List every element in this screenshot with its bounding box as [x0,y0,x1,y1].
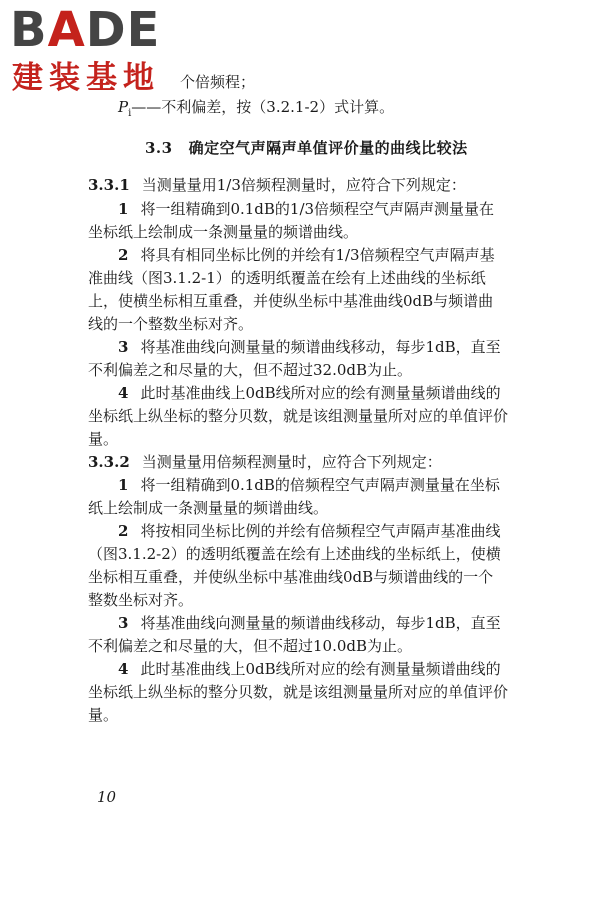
list-item: 1 将一组精确到0.1dB的倍频程空气声隔声测量量在坐标 [118,476,500,494]
list-item: 3 将基准曲线向测量量的频谱曲线移动，每步1dB，直至 [118,614,501,632]
text-line: 坐标纸上纵坐标的整分贝数，就是该组测量量所对应的单值评价 [88,407,509,425]
text-line: 纸上绘制成一条测量量的频谱曲线。 [88,499,329,517]
text-line: 坐标纸上绘制成一条测量量的频谱曲线。 [88,223,359,241]
text-line: 整数坐标对齐。 [88,591,194,609]
text-line: 上，使横坐标相互重叠，并使纵坐标中基准曲线0dB与频谱曲 [88,292,494,310]
text-line: 线的一个整数坐标对齐。 [88,315,254,333]
text-line: 不利偏差之和尽量的大，但不超过10.0dB为止。 [88,637,413,655]
page-number: 10 [97,788,117,806]
text-line: 坐标相互重叠，并使纵坐标中基准曲线0dB与频谱曲线的一个 [88,568,494,586]
logo-wordmark: BADE [10,2,161,58]
logo-chinese-name: 建装基地 [12,60,160,96]
text-line: 坐标纸上纵坐标的整分贝数，就是该组测量量所对应的单值评价 [88,683,509,701]
section-heading: 3.3 确定空气声隔声单值评价量的曲线比较法 [145,139,468,157]
clause-3-3-2-heading: 3.3.2 当测量量用倍频程测量时，应符合下列规定： [88,453,442,471]
text-line: 个倍频程； [180,73,256,91]
text-line: （图3.1.2-2）的透明纸覆盖在绘有上述曲线的坐标纸上，使横 [88,545,501,563]
list-item: 4 此时基准曲线上0dB线所对应的绘有测量量频谱曲线的 [118,660,501,678]
list-item: 2 将具有相同坐标比例的并绘有1/3倍频程空气声隔声基 [118,246,495,264]
list-item: 1 将一组精确到0.1dB的1/3倍频程空气声隔声测量量在 [118,200,495,218]
bade-logo [10,4,180,104]
clause-3-3-1-heading: 3.3.1 当测量量用1/3倍频程测量时，应符合下列规定： [88,176,466,194]
text-line: 量。 [88,706,119,724]
text-line: $P_i——$不利偏差，按（3.2.1-2）式计算。 [118,98,395,119]
text-line: 量。 [88,430,119,448]
text-line: 不利偏差之和尽量的大，但不超过32.0dB为止。 [88,361,413,379]
list-item: 2 将按相同坐标比例的并绘有倍频程空气声隔声基准曲线 [118,522,501,540]
list-item: 4 此时基准曲线上0dB线所对应的绘有测量量频谱曲线的 [118,384,501,402]
list-item: 3 将基准曲线向测量量的频谱曲线移动，每步1dB，直至 [118,338,501,356]
text-line: 准曲线（图3.1.2-1）的透明纸覆盖在绘有上述曲线的坐标纸 [88,269,486,287]
